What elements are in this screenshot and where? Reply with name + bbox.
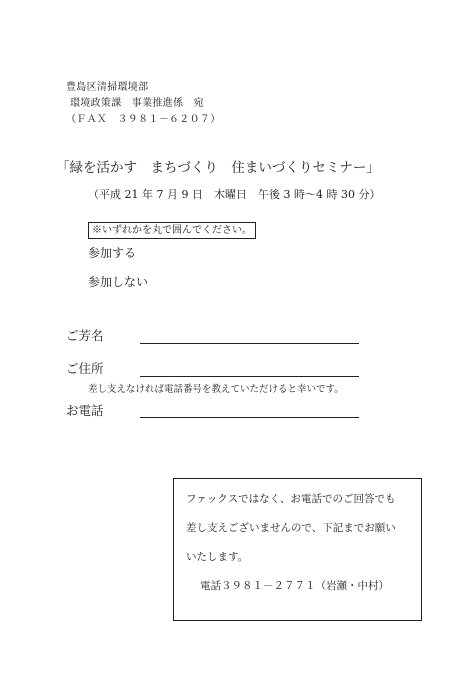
contact-phone: 電話３９８１－２７７１（岩瀬・中村） xyxy=(200,580,389,592)
option-not-attend[interactable]: 参加しない xyxy=(88,275,149,289)
phone-field[interactable] xyxy=(140,417,359,418)
instruction-note: ※いずれかを丸で囲んでください。 xyxy=(88,222,256,239)
recipient-section: 環境政策課 事業推進係 宛 xyxy=(70,98,204,109)
phone-note: 差し支えなければ電話番号を教えていただけると幸いです。 xyxy=(88,384,344,395)
address-label: ご住所 xyxy=(66,361,104,376)
phone-label: お電話 xyxy=(66,403,104,418)
recipient-dept: 豊島区清掃環境部 xyxy=(66,82,149,93)
name-label: ご芳名 xyxy=(66,328,104,343)
seminar-date: （平成 21 年 7 月 9 日 木曜日 午後 3 時～4 時 30 分） xyxy=(88,188,381,201)
notice-line-1: ファックスではなく、お電話でのご回答でも xyxy=(186,493,396,505)
recipient-fax: （ＦＡＸ ３９８１－６２０７） xyxy=(66,114,221,125)
option-attend[interactable]: 参加する xyxy=(88,246,137,260)
notice-box xyxy=(173,478,422,621)
seminar-title: 「緑を活かす まちづくり 住まいづくりセミナー」 xyxy=(56,160,380,176)
notice-line-3: いたします。 xyxy=(186,551,249,563)
notice-line-2: 差し支えございませんので、下記までお願い xyxy=(186,522,396,534)
name-field[interactable] xyxy=(140,343,359,344)
address-field[interactable] xyxy=(140,376,359,377)
